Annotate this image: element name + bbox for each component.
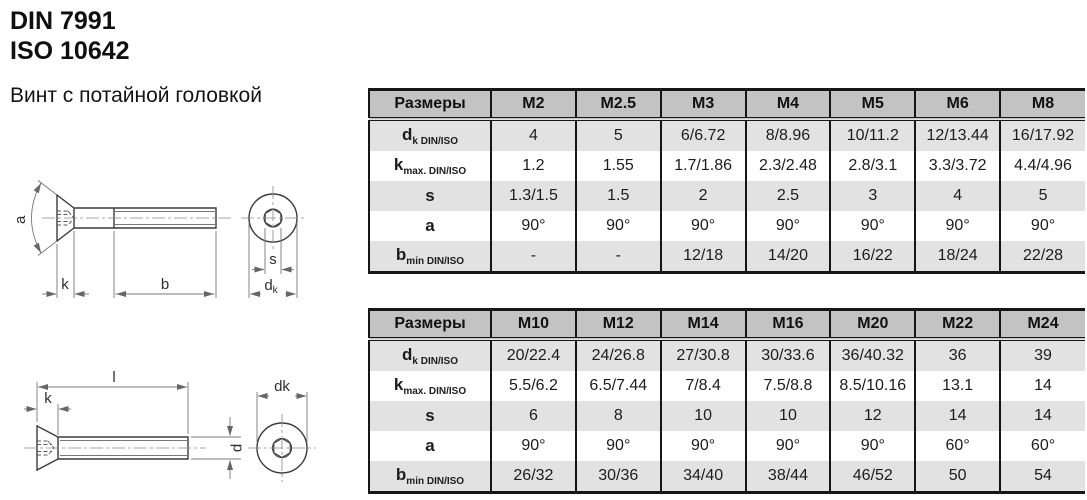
value-cell: 5 <box>576 119 661 151</box>
screw-end-view <box>248 414 316 482</box>
header-row <box>369 90 1085 120</box>
size-column-header: M5 <box>830 90 915 120</box>
value-cell: 90° <box>830 431 915 461</box>
diameter-label: d <box>228 443 246 453</box>
value-cell: 6/6.72 <box>661 119 746 151</box>
value-cell: 1.2 <box>491 151 576 181</box>
value-cell: 14 <box>915 401 1000 431</box>
screw-end-view <box>241 186 305 250</box>
value-cell: 90° <box>830 211 915 241</box>
value-cell: 5 <box>1000 181 1085 211</box>
standard-iso-title: ISO 10642 <box>10 37 130 65</box>
size-column-header: M10 <box>491 310 576 340</box>
value-cell: 36/40.32 <box>830 339 915 371</box>
size-column-header: M12 <box>576 310 661 340</box>
table-row <box>369 211 1085 241</box>
value-cell: 3.3/3.72 <box>915 151 1000 181</box>
length-label: l <box>112 369 116 386</box>
value-cell: 20/22.4 <box>491 339 576 371</box>
table-row <box>369 339 1085 371</box>
value-cell: 90° <box>491 431 576 461</box>
value-cell: 39 <box>1000 339 1085 371</box>
head-height-label: k <box>44 390 52 407</box>
value-cell: 2 <box>661 181 746 211</box>
value-cell: 90° <box>576 431 661 461</box>
angle-label: a <box>12 215 29 224</box>
value-cell: 90° <box>576 211 661 241</box>
row-label: $b_{min DIN/ISO}$ <box>369 241 491 273</box>
table-row <box>369 371 1085 401</box>
row-label: $b_{min DIN/ISO}$ <box>369 461 491 493</box>
value-cell: - <box>491 241 576 273</box>
value-cell: 4 <box>491 119 576 151</box>
row-label: $k_{max. DIN/ISO}$ <box>393 374 467 398</box>
value-cell: 1.3/1.5 <box>491 181 576 211</box>
value-cell: 1.5 <box>576 181 661 211</box>
value-cell: 50 <box>915 461 1000 493</box>
value-cell: 27/30.8 <box>661 339 746 371</box>
value-cell: 38/44 <box>746 461 831 493</box>
value-cell: 10 <box>746 401 831 431</box>
thread-length-label: b <box>160 276 170 293</box>
size-column-header: M6 <box>915 90 1000 120</box>
row-label: $d_{k DIN/ISO}$ <box>369 119 491 151</box>
size-column-header: M16 <box>746 310 831 340</box>
socket-size-label: s <box>269 251 277 268</box>
value-cell: 30/36 <box>576 461 661 493</box>
dimensions-header: Размеры <box>369 310 491 340</box>
value-cell: 8/8.96 <box>746 119 831 151</box>
value-cell: 12 <box>830 401 915 431</box>
value-cell: 7.5/8.8 <box>746 371 831 401</box>
value-cell: 60° <box>915 431 1000 461</box>
value-cell: 4 <box>915 181 1000 211</box>
size-column-header: M14 <box>661 310 746 340</box>
drawing-countersunk-screw-partial-thread <box>8 148 340 300</box>
product-name: Винт с потайной головкой <box>10 84 262 107</box>
drawing-countersunk-screw-full-thread <box>8 352 348 500</box>
size-column-header: M3 <box>661 90 746 120</box>
value-cell: 24/26.8 <box>576 339 661 371</box>
value-cell: 13.1 <box>915 371 1000 401</box>
value-cell: 54 <box>1000 461 1085 493</box>
size-column-header: M8 <box>1000 90 1085 120</box>
value-cell: 14 <box>1000 371 1085 401</box>
value-cell: 16/17.92 <box>1000 119 1085 151</box>
row-label: s <box>369 401 491 431</box>
spec-table-large-sizes <box>368 308 1085 494</box>
value-cell: 30/33.6 <box>746 339 831 371</box>
value-cell: 12/18 <box>661 241 746 273</box>
dimensions-header: Размеры <box>369 90 491 120</box>
value-cell: 16/22 <box>830 241 915 273</box>
value-cell: 90° <box>661 211 746 241</box>
table-row <box>369 461 1085 493</box>
value-cell: 14 <box>1000 401 1085 431</box>
dimension-table <box>368 308 1085 494</box>
size-column-header: M2.5 <box>576 90 661 120</box>
value-cell: 2.3/2.48 <box>746 151 831 181</box>
row-label: a <box>425 216 435 235</box>
header-row <box>369 310 1085 340</box>
table-row <box>369 431 1085 461</box>
size-column-header: M2 <box>491 90 576 120</box>
value-cell: - <box>576 241 661 273</box>
value-cell: 22/28 <box>1000 241 1085 273</box>
value-cell: 10 <box>661 401 746 431</box>
head-diameter-label: $d_k$ <box>264 277 278 296</box>
dimension-table <box>368 88 1085 274</box>
value-cell: 26/32 <box>491 461 576 493</box>
value-cell: 10/11.2 <box>830 119 915 151</box>
standard-din-title: DIN 7991 <box>10 7 116 35</box>
table-row <box>369 241 1085 273</box>
value-cell: 1.7/1.86 <box>661 151 746 181</box>
value-cell: 90° <box>746 211 831 241</box>
value-cell: 90° <box>746 431 831 461</box>
row-label: $k_{max. DIN/ISO}$ <box>393 154 467 178</box>
value-cell: 46/52 <box>830 461 915 493</box>
value-cell: 4.4/4.96 <box>1000 151 1085 181</box>
head-diameter-label: dk <box>274 378 290 395</box>
value-cell: 3 <box>830 181 915 211</box>
value-cell: 18/24 <box>915 241 1000 273</box>
value-cell: 90° <box>1000 211 1085 241</box>
table-row <box>369 401 1085 431</box>
table-row <box>369 119 1085 151</box>
value-cell: 12/13.44 <box>915 119 1000 151</box>
size-column-header: M20 <box>830 310 915 340</box>
value-cell: 60° <box>1000 431 1085 461</box>
value-cell: 8.5/10.16 <box>830 371 915 401</box>
head-height-dimension <box>24 404 71 435</box>
value-cell: 5.5/6.2 <box>491 371 576 401</box>
size-column-header: M22 <box>915 310 1000 340</box>
value-cell: 2.8/3.1 <box>830 151 915 181</box>
row-label: a <box>425 436 435 455</box>
size-column-header: M24 <box>1000 310 1085 340</box>
value-cell: 90° <box>915 211 1000 241</box>
value-cell: 6 <box>491 401 576 431</box>
value-cell: 8 <box>576 401 661 431</box>
table-row <box>369 181 1085 211</box>
table-row <box>369 151 1085 181</box>
screw-side-view <box>24 426 206 470</box>
screw-side-view <box>42 195 232 241</box>
value-cell: 2.5 <box>746 181 831 211</box>
head-height-label: k <box>61 276 69 293</box>
value-cell: 1.55 <box>576 151 661 181</box>
row-label: s <box>369 181 491 211</box>
value-cell: 6.5/7.44 <box>576 371 661 401</box>
row-label: $d_{k DIN/ISO}$ <box>369 339 491 371</box>
value-cell: 14/20 <box>746 241 831 273</box>
length-dimension <box>37 382 188 434</box>
value-cell: 36 <box>915 339 1000 371</box>
value-cell: 7/8.4 <box>661 371 746 401</box>
value-cell: 90° <box>491 211 576 241</box>
value-cell: 90° <box>661 431 746 461</box>
value-cell: 34/40 <box>661 461 746 493</box>
spec-table-small-sizes <box>368 88 1085 274</box>
size-column-header: M4 <box>746 90 831 120</box>
